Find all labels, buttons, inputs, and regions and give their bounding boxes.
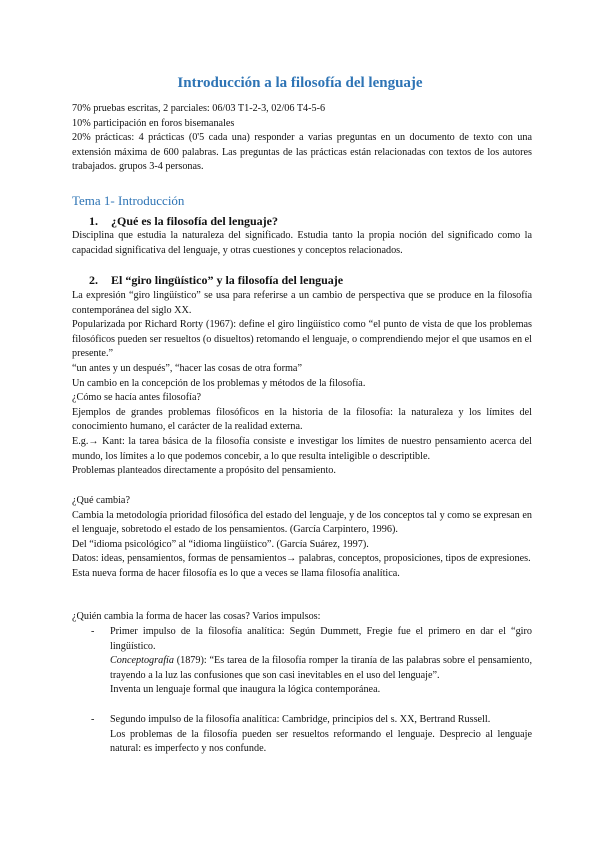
who-changes-question: ¿Quién cambia la forma de hacer las cosas? Varios impulsos: <box>72 611 321 622</box>
list-dash: - <box>91 714 95 725</box>
eval-line-2: 10% participación en foros bisemanales <box>72 117 235 129</box>
section-1-title: ¿Qué es la filosofía del lenguaje? <box>111 214 278 228</box>
impulse-2-note: Los problemas de la filosofía pueden ser resueltos reformando el lenguaje. Desprecio al lenguaje natural: es imperfecto y nos confunde. <box>110 728 532 755</box>
section-2-body <box>72 289 532 479</box>
list-item-first-impulse <box>110 625 532 698</box>
paragraph: Del “idioma psicológico” al “idioma lingüístico”. (García Suárez, 1997). <box>72 538 369 550</box>
eval-line-3: 20% prácticas: 4 prácticas (0'5 cada una) responder a varias preguntas en un documento de texto con una extensión máxima de 600 palabras. Las preguntas de las prácticas están relacionadas con textos de los autores trabajados. grupos 3-4 personas. <box>72 132 532 173</box>
paragraph: “un antes y un después”, “hacer las cosas de otra forma” <box>72 362 302 374</box>
paragraph: Datos: ideas, pensamientos, formas de pensamientos→ palabras, conceptos, proposiciones, tipos de expresiones. <box>72 553 531 565</box>
conceptografia-title: Conceptografía <box>110 655 174 667</box>
list-dash: - <box>91 626 95 637</box>
section-2-title: El “giro lingüístico” y la filosofía del lenguaje <box>111 273 344 287</box>
evaluation-block <box>72 102 532 175</box>
list-item-second-impulse <box>110 713 532 757</box>
section-1-number: 1. <box>89 214 98 228</box>
question: ¿Qué cambia? <box>72 495 130 506</box>
paragraph: La expresión “giro lingüístico” se usa para referirse a un cambio de perspectiva que se produce en la filosofía contemporánea del siglo XX. <box>72 290 532 316</box>
paragraph: Problemas planteados directamente a propósito del pensamiento. <box>72 465 336 477</box>
eval-line-1: 70% pruebas escritas, 2 parciales: 06/03 T1-2-3, 02/06 T4-5-6 <box>72 103 326 114</box>
impulse-1-quote <box>110 654 532 683</box>
impulse-1-note: Inventa un lenguaje formal que inaugura la lógica contemporánea. <box>110 684 381 696</box>
conceptografia-quote: (1879): “Es tarea de la filosofía romper la tiranía de las palabras sobre el pensamiento, trayendo a la luz las confusiones que son casi inevitables en el uso del lenguaje”. <box>110 655 532 681</box>
tema-heading: Tema 1- Introducción <box>72 193 185 208</box>
paragraph: Esta nueva forma de hacer filosofía es lo que a veces se llama filosofía analítica. <box>72 567 400 579</box>
impulse-1-text: Primer impulso de la filosofía analítica: Según Dummett, Fregie fue el primero en dar el “giro lingüístico. <box>110 626 532 652</box>
section-2-heading <box>89 273 343 288</box>
section-1-heading <box>89 214 278 229</box>
section-2-number: 2. <box>89 273 98 287</box>
paragraph: Cambia la metodología prioridad filosófica del estado del lenguaje, y de los conceptos tal y como se expresan en el lenguaje, sobretodo el estado de los pensamientos. (García Carpintero, 1996). <box>72 509 532 536</box>
paragraph: Popularizada por Richard Rorty (1967): define el giro lingüístico como “el punto de vista de que los problemas filosóficos pueden ser resueltos (o disueltos) retomando el lenguaje, o comprendiendo mejor el que usamos en el presente.” <box>72 319 532 360</box>
paragraph: Un cambio en la concepción de los problemas y métodos de la filosofía. <box>72 377 366 389</box>
what-changes-block <box>72 494 532 582</box>
document-title: Introducción a la filosofía del lenguaje <box>177 75 423 91</box>
section-1-text: Disciplina que estudia la naturaleza del significado. Estudia tanto la propia noción del significado como la capacidad significativa del lenguaje, y otras cuestiones y conceptos relacionados. <box>72 230 532 256</box>
impulse-2-text: Segundo impulso de la filosofía analítica: Cambridge, principios del s. XX, Bertrand Russell. <box>110 714 491 725</box>
paragraph: ¿Cómo se hacía antes filosofía? <box>72 392 201 404</box>
paragraph: Ejemplos de grandes problemas filosóficos en la historia de la filosofía: la naturaleza y los límites del conocimiento humano, el carácter de la realidad externa. <box>72 406 532 433</box>
paragraph: E.g.→ Kant: la tarea básica de la filosofía consiste e investigar los límites de nuestro pensamiento acerca del mundo, los límites a lo que podemos concebir, a lo que resulta inteligible o descriptible. <box>72 435 532 462</box>
